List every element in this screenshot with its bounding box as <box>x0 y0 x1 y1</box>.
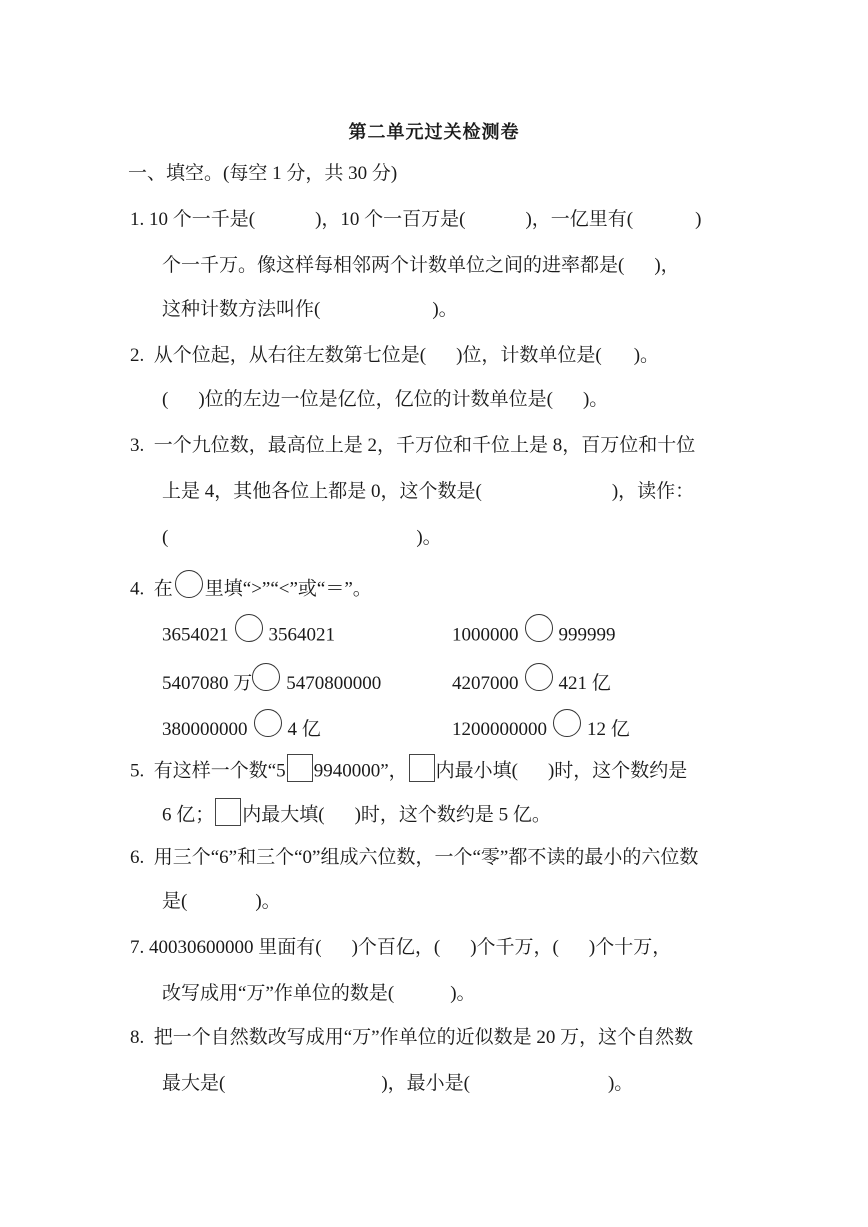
right-value: 5470800000 <box>286 673 382 694</box>
text: )时，这个数约是 5 亿。 <box>354 804 551 826</box>
question-5-line-1 <box>130 758 687 786</box>
text: 是( <box>162 891 188 912</box>
text: )时，这个数约是 <box>547 760 688 782</box>
text: )。 <box>255 891 281 912</box>
text: 7. 40030600000 里面有( <box>130 937 322 958</box>
text: )。 <box>607 1073 634 1094</box>
text: )，最小是( <box>381 1073 470 1094</box>
text: 1. 10 个一千是( <box>130 209 256 230</box>
text: ( <box>162 389 169 410</box>
text: )位的左边一位是亿位，亿位的计数单位是( <box>198 389 553 410</box>
question-3-line-2 <box>162 480 694 504</box>
text: 6 亿； <box>162 804 215 826</box>
comparison-circle[interactable] <box>553 709 581 737</box>
comparison-circle[interactable] <box>254 709 282 737</box>
left-value: 380000000 <box>162 719 248 740</box>
question-8-line-1: 8. 把一个自然数改写成用“万”作单位的近似数是 20 万，这个自然数 <box>130 1027 694 1048</box>
text: )位，计数单位是( <box>456 345 602 366</box>
text: )，读作： <box>611 481 695 502</box>
question-4-line-1 <box>130 576 372 604</box>
text: )。 <box>582 389 609 410</box>
comparison-item <box>452 668 611 699</box>
text: )。 <box>416 527 442 548</box>
digit-box[interactable] <box>287 754 313 782</box>
circle-icon <box>175 570 203 598</box>
comparison-item <box>452 714 630 745</box>
text: 4. 在 <box>130 578 173 600</box>
question-6-line-1: 6. 用三个“6”和三个“0”组成六位数，一个“零”都不读的最小的六位数 <box>130 847 699 868</box>
text: 这种计数方法叫作( <box>162 299 321 320</box>
question-2-line-2 <box>162 388 608 412</box>
question-1-line-2 <box>162 254 680 278</box>
right-value: 3564021 <box>268 624 335 646</box>
text: 内最小填( <box>435 760 518 782</box>
right-value: 12 亿 <box>587 719 630 740</box>
text: )个千万，( <box>470 937 559 958</box>
comparison-item <box>452 622 616 650</box>
comparison-circle[interactable] <box>235 614 263 642</box>
text: 上是 4，其他各位上都是 0，这个数是( <box>162 481 482 502</box>
square-icon <box>409 754 435 782</box>
text: 里填“>”“<”或“＝”。 <box>204 578 372 600</box>
text: )，一亿里有( <box>525 209 634 230</box>
question-2-line-1 <box>130 344 659 368</box>
question-8-line-2 <box>162 1072 633 1096</box>
comparison-circle[interactable] <box>525 663 553 691</box>
comparison-circle[interactable] <box>525 614 553 642</box>
text: 个一千万。像这样每相邻两个计数单位之间的进率都是( <box>162 255 625 276</box>
text: )。 <box>633 345 660 366</box>
text: )个十万， <box>588 937 672 958</box>
question-3-line-3 <box>162 526 442 550</box>
square-icon <box>215 798 241 826</box>
text: 2. 从个位起，从右往左数第七位是( <box>130 345 427 366</box>
text: ) <box>695 209 702 230</box>
question-1-line-3 <box>162 298 458 322</box>
comparison-item <box>162 714 321 745</box>
comparison-circle[interactable] <box>252 663 280 691</box>
text: 5. 有这样一个数“5 <box>130 760 286 782</box>
left-value: 4207000 <box>452 673 519 694</box>
left-value: 5407080 万 <box>162 673 253 694</box>
text: 9940000”， <box>313 760 408 782</box>
right-value: 4 亿 <box>287 719 321 740</box>
left-value: 1000000 <box>452 624 519 646</box>
section-heading: 一、填空。(每空 1 分，共 30 分) <box>128 163 398 184</box>
question-7-line-2 <box>162 982 476 1006</box>
left-value: 1200000000 <box>452 719 547 740</box>
question-6-line-2 <box>162 890 281 914</box>
text: 最大是( <box>162 1073 226 1094</box>
question-7-line-1 <box>130 936 671 960</box>
comparison-item <box>162 622 335 650</box>
text: 改写成用“万”作单位的数是( <box>162 983 395 1004</box>
text: )个百亿，( <box>351 937 441 958</box>
text: ( <box>162 527 169 548</box>
comparison-item <box>162 668 381 699</box>
text: )，10 个一百万是( <box>315 209 466 230</box>
question-1-line-1 <box>130 208 701 232</box>
left-value: 3654021 <box>162 624 229 646</box>
text: )。 <box>450 983 476 1004</box>
text: 内最大填( <box>242 804 325 826</box>
question-5-line-2 <box>162 802 551 830</box>
right-value: 421 亿 <box>558 673 611 694</box>
question-3-line-1: 3. 一个九位数，最高位上是 2，千万位和千位上是 8，百万位和十位 <box>130 435 696 456</box>
page-title: 第二单元过关检测卷 <box>348 122 520 143</box>
right-value: 999999 <box>558 624 616 646</box>
text: )， <box>654 255 680 276</box>
text: )。 <box>432 299 458 320</box>
